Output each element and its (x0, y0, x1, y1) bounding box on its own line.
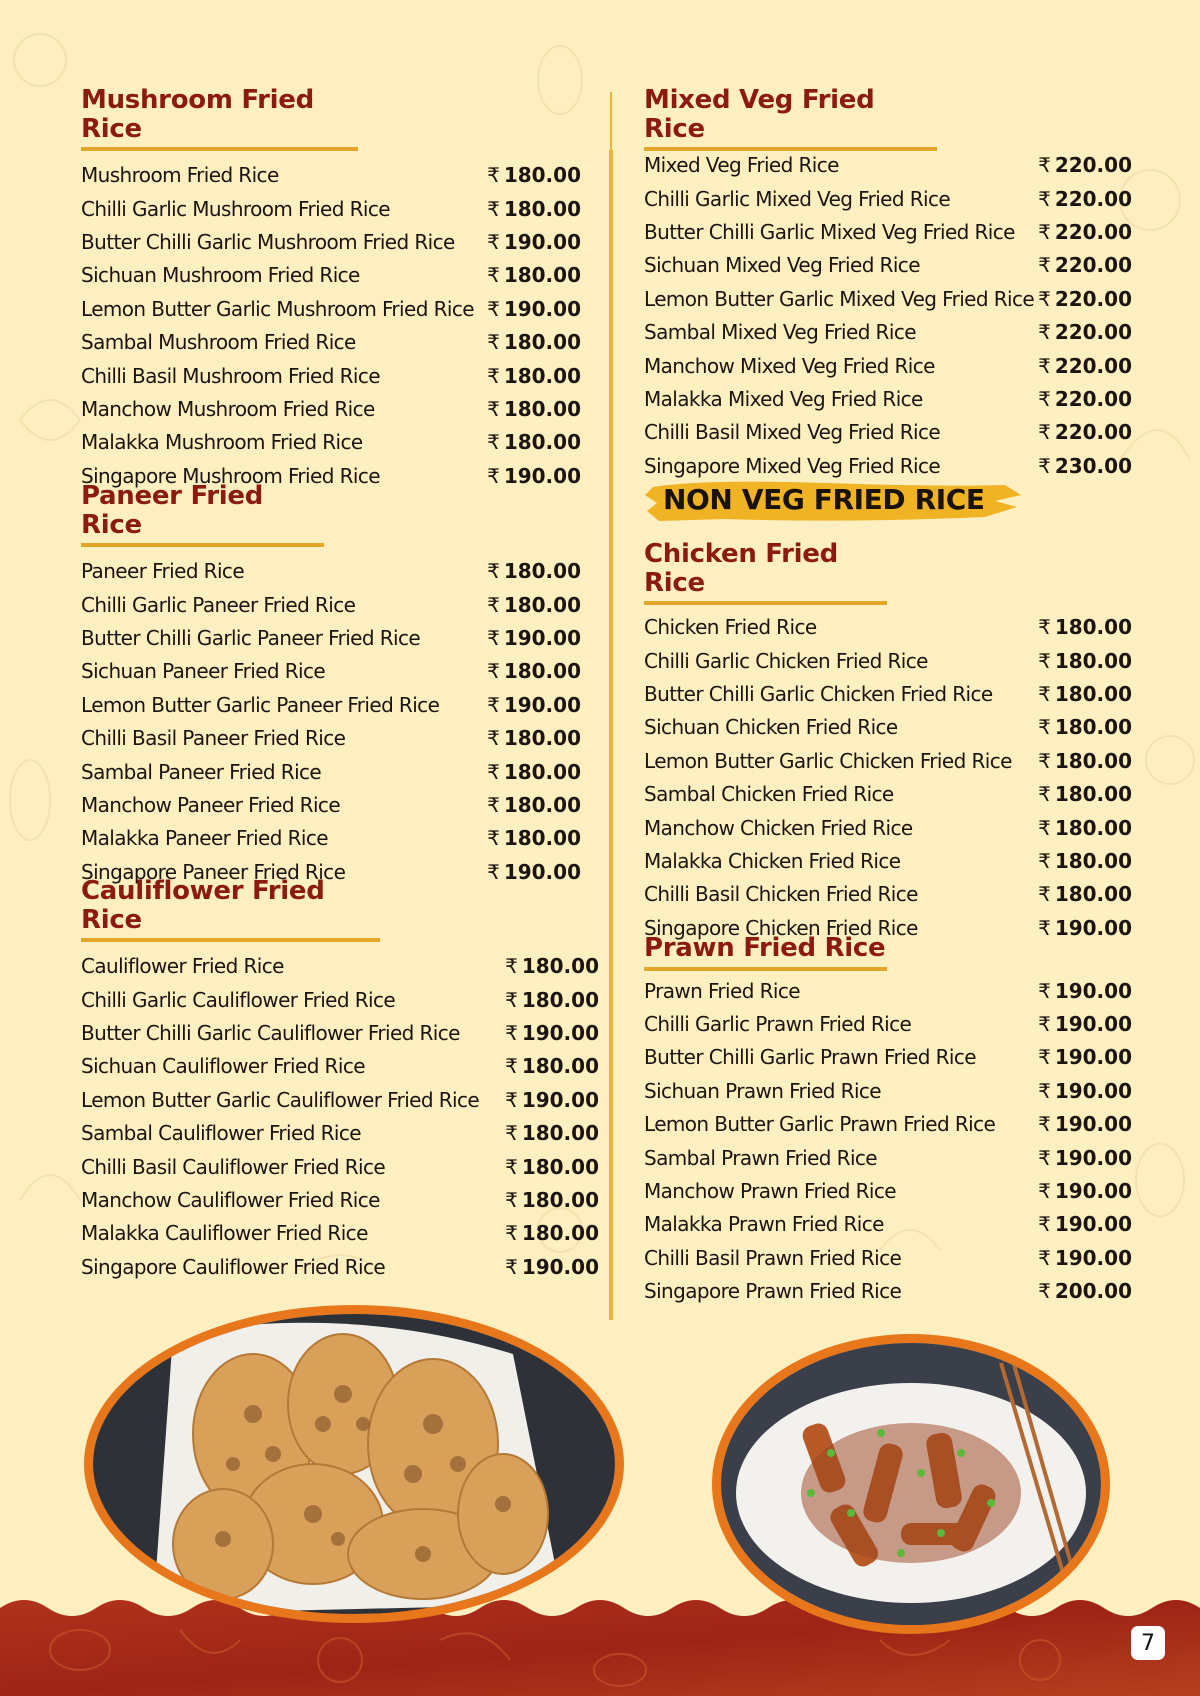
item-name: Chilli Basil Prawn Fried Rice (644, 1245, 902, 1270)
menu-item (644, 220, 1132, 253)
menu-item (81, 693, 581, 726)
item-price: ₹ 180.00 (1038, 815, 1132, 840)
item-price: ₹ 180.00 (1038, 715, 1132, 740)
item-name: Sambal Paneer Fried Rice (81, 759, 322, 784)
rupee-icon: ₹ (1038, 1212, 1051, 1237)
rupee-icon: ₹ (1038, 1145, 1051, 1170)
rupee-icon: ₹ (487, 363, 500, 388)
item-price: ₹ 180.00 (1038, 648, 1132, 673)
rupee-icon: ₹ (505, 1154, 518, 1179)
item-price: ₹ 180.00 (505, 1187, 599, 1212)
rupee-icon: ₹ (1038, 748, 1051, 773)
rupee-icon: ₹ (1038, 1112, 1051, 1137)
rupee-icon: ₹ (487, 726, 500, 751)
rupee-icon: ₹ (1038, 648, 1051, 673)
item-name: Sichuan Cauliflower Fried Rice (81, 1054, 365, 1079)
item-price: ₹ 220.00 (1038, 353, 1132, 378)
menu-item (81, 988, 599, 1021)
rupee-icon: ₹ (487, 330, 500, 355)
item-name: Butter Chilli Garlic Prawn Fried Rice (644, 1045, 976, 1070)
item-name: Sambal Cauliflower Fried Rice (81, 1121, 361, 1146)
item-name: Singapore Mushroom Fried Rice (81, 463, 380, 488)
rupee-icon: ₹ (487, 463, 500, 488)
rupee-icon: ₹ (1038, 1045, 1051, 1070)
item-price: ₹ 180.00 (505, 954, 599, 979)
menu-item (644, 849, 1132, 882)
rupee-icon: ₹ (487, 826, 500, 851)
rupee-icon: ₹ (1038, 353, 1051, 378)
menu-item (81, 593, 581, 626)
item-price: ₹ 180.00 (505, 987, 599, 1012)
photo-lotus-chips (84, 1305, 624, 1623)
item-name: Chilli Garlic Mushroom Fried Rice (81, 196, 390, 221)
rupee-icon: ₹ (505, 1087, 518, 1112)
item-name: Butter Chilli Garlic Mixed Veg Fried Rice (644, 219, 1015, 244)
item-name: Lemon Butter Garlic Paneer Fried Rice (81, 692, 440, 717)
item-name: Sichuan Prawn Fried Rice (644, 1078, 882, 1103)
item-price: ₹ 180.00 (505, 1154, 599, 1179)
menu-item (644, 354, 1132, 387)
item-name: Butter Chilli Garlic Chicken Fried Rice (644, 681, 993, 706)
item-name: Manchow Chicken Fried Rice (644, 815, 913, 840)
menu-item (81, 1088, 599, 1121)
menu-item (81, 1255, 599, 1288)
page-number: 7 (1141, 1630, 1155, 1656)
item-name: Chilli Basil Mushroom Fried Rice (81, 363, 380, 388)
menu-item (644, 420, 1132, 453)
menu-item (81, 330, 581, 363)
rupee-icon: ₹ (505, 1020, 518, 1045)
rupee-icon: ₹ (487, 692, 500, 717)
item-price: ₹ 180.00 (487, 196, 581, 221)
menu-item (644, 816, 1132, 849)
menu-item (81, 197, 581, 230)
rupee-icon: ₹ (1038, 615, 1051, 640)
menu-item (644, 1279, 1132, 1312)
item-price: ₹ 190.00 (1038, 1145, 1132, 1170)
menu-item (644, 187, 1132, 220)
item-name: Chilli Garlic Paneer Fried Rice (81, 592, 356, 617)
banner-text: NON VEG FRIED RICE (663, 483, 985, 516)
menu-item (644, 1212, 1132, 1245)
rupee-icon: ₹ (1038, 1178, 1051, 1203)
rupee-icon: ₹ (1038, 915, 1051, 940)
item-price: ₹ 180.00 (1038, 615, 1132, 640)
section-mixed-veg-fried-rice (644, 86, 1132, 487)
item-price: ₹ 180.00 (487, 396, 581, 421)
menu-item (81, 430, 581, 463)
rupee-icon: ₹ (1038, 320, 1051, 345)
item-name: Malakka Prawn Fried Rice (644, 1212, 884, 1237)
page-number-badge (1131, 1626, 1165, 1660)
menu-item (81, 626, 581, 659)
item-name: Sichuan Mixed Veg Fried Rice (644, 253, 920, 278)
item-price: ₹ 190.00 (1038, 1212, 1132, 1237)
rupee-icon: ₹ (487, 559, 500, 584)
rupee-icon: ₹ (1038, 386, 1051, 411)
item-price: ₹ 180.00 (505, 1121, 599, 1146)
item-price: ₹ 180.00 (1038, 681, 1132, 706)
item-price: ₹ 180.00 (487, 330, 581, 355)
rupee-icon: ₹ (1038, 815, 1051, 840)
item-price: ₹ 190.00 (487, 859, 581, 884)
rupee-icon: ₹ (1038, 715, 1051, 740)
item-price: ₹ 180.00 (487, 826, 581, 851)
menu-item (81, 1188, 599, 1221)
item-name: Chilli Garlic Cauliflower Fried Rice (81, 987, 396, 1012)
rupee-icon: ₹ (505, 954, 518, 979)
menu-item (81, 954, 599, 987)
section-mushroom-fried-rice (81, 86, 581, 497)
item-price: ₹ 190.00 (487, 229, 581, 254)
menu-item (81, 364, 581, 397)
menu-list (81, 954, 599, 1288)
menu-list (81, 559, 581, 893)
item-price: ₹ 230.00 (1038, 453, 1132, 478)
menu-item (644, 882, 1132, 915)
rupee-icon: ₹ (487, 296, 500, 321)
item-name: Chilli Garlic Prawn Fried Rice (644, 1011, 912, 1036)
lotus-chips-image (93, 1314, 615, 1614)
menu-item (81, 297, 581, 330)
rupee-icon: ₹ (1038, 1279, 1051, 1304)
item-price: ₹ 190.00 (1038, 1045, 1132, 1070)
item-name: Chilli Garlic Chicken Fried Rice (644, 648, 928, 673)
section-cauliflower-fried-rice (81, 877, 599, 1288)
rupee-icon: ₹ (1038, 1245, 1051, 1270)
item-name: Butter Chilli Garlic Cauliflower Fried Rice (81, 1020, 460, 1045)
item-name: Manchow Prawn Fried Rice (644, 1178, 896, 1203)
section-paneer-fried-rice (81, 482, 581, 893)
item-price: ₹ 180.00 (487, 363, 581, 388)
item-price: ₹ 190.00 (487, 692, 581, 717)
rupee-icon: ₹ (1038, 453, 1051, 478)
item-price: ₹ 180.00 (1038, 782, 1132, 807)
item-price: ₹ 190.00 (505, 1087, 599, 1112)
item-name: Paneer Fried Rice (81, 559, 245, 584)
item-name: Lemon Butter Garlic Prawn Fried Rice (644, 1112, 996, 1137)
item-price: ₹ 180.00 (505, 1221, 599, 1246)
item-price: ₹ 220.00 (1038, 420, 1132, 445)
rupee-icon: ₹ (505, 1054, 518, 1079)
menu-item (81, 1021, 599, 1054)
rupee-icon: ₹ (487, 859, 500, 884)
item-name: Manchow Mixed Veg Fried Rice (644, 353, 935, 378)
item-name: Mixed Veg Fried Rice (644, 153, 839, 178)
menu-item (81, 559, 581, 592)
item-price: ₹ 190.00 (1038, 1078, 1132, 1103)
column-divider (609, 150, 613, 1320)
menu-item (644, 1246, 1132, 1279)
section-title: Mushroom Fried Rice (81, 86, 358, 151)
menu-list (644, 615, 1132, 949)
non-veg-banner (645, 477, 1025, 525)
item-price: ₹ 220.00 (1038, 186, 1132, 211)
rupee-icon: ₹ (1038, 848, 1051, 873)
item-price: ₹ 190.00 (487, 296, 581, 321)
item-name: Manchow Mushroom Fried Rice (81, 396, 375, 421)
rupee-icon: ₹ (505, 1187, 518, 1212)
menu-item (644, 715, 1132, 748)
item-name: Chilli Garlic Mixed Veg Fried Rice (644, 186, 951, 211)
item-name: Lemon Butter Garlic Mixed Veg Fried Rice (644, 286, 1035, 311)
item-name: Manchow Paneer Fried Rice (81, 792, 341, 817)
rupee-icon: ₹ (505, 987, 518, 1012)
rupee-icon: ₹ (505, 1121, 518, 1146)
menu-item (644, 615, 1132, 648)
item-price: ₹ 180.00 (505, 1054, 599, 1079)
item-name: Mushroom Fried Rice (81, 163, 279, 188)
menu-item (81, 1121, 599, 1154)
item-name: Singapore Paneer Fried Rice (81, 859, 346, 884)
rupee-icon: ₹ (505, 1221, 518, 1246)
item-name: Butter Chilli Garlic Mushroom Fried Rice (81, 229, 455, 254)
item-name: Singapore Chicken Fried Rice (644, 915, 918, 940)
item-price: ₹ 180.00 (487, 759, 581, 784)
menu-item (644, 1079, 1132, 1112)
item-name: Sambal Mixed Veg Fried Rice (644, 320, 916, 345)
rupee-icon: ₹ (487, 759, 500, 784)
rupee-icon: ₹ (1038, 782, 1051, 807)
item-name: Chilli Basil Paneer Fried Rice (81, 726, 346, 751)
item-price: ₹ 180.00 (487, 559, 581, 584)
item-name: Chicken Fried Rice (644, 615, 817, 640)
rupee-icon: ₹ (487, 792, 500, 817)
item-name: Sambal Chicken Fried Rice (644, 782, 894, 807)
photo-chilli-baby-corn (712, 1334, 1110, 1634)
rupee-icon: ₹ (487, 592, 500, 617)
item-name: Lemon Butter Garlic Chicken Fried Rice (644, 748, 1012, 773)
item-price: ₹ 220.00 (1038, 153, 1132, 178)
item-price: ₹ 190.00 (505, 1020, 599, 1045)
menu-item (644, 320, 1132, 353)
item-price: ₹ 220.00 (1038, 219, 1132, 244)
menu-item (644, 649, 1132, 682)
section-title: Cauliflower Fried Rice (81, 877, 380, 942)
menu-item (81, 1221, 599, 1254)
rupee-icon: ₹ (1038, 219, 1051, 244)
item-price: ₹ 220.00 (1038, 286, 1132, 311)
rupee-icon: ₹ (1038, 253, 1051, 278)
item-name: Malakka Chicken Fried Rice (644, 848, 901, 873)
menu-item (644, 782, 1132, 815)
menu-item (644, 153, 1132, 186)
item-price: ₹ 180.00 (1038, 848, 1132, 873)
menu-item (81, 659, 581, 692)
menu-item (81, 163, 581, 196)
item-price: ₹ 190.00 (1038, 1112, 1132, 1137)
item-price: ₹ 190.00 (1038, 1245, 1132, 1270)
item-name: Prawn Fried Rice (644, 978, 800, 1003)
item-name: Malakka Mushroom Fried Rice (81, 430, 363, 455)
item-price: ₹ 180.00 (487, 726, 581, 751)
rupee-icon: ₹ (487, 163, 500, 188)
item-name: Sichuan Mushroom Fried Rice (81, 263, 360, 288)
menu-item (644, 1179, 1132, 1212)
menu-list (644, 153, 1132, 487)
item-name: Singapore Mixed Veg Fried Rice (644, 453, 941, 478)
item-price: ₹ 190.00 (1038, 978, 1132, 1003)
rupee-icon: ₹ (1038, 1078, 1051, 1103)
item-name: Chilli Basil Mixed Veg Fried Rice (644, 420, 941, 445)
rupee-icon: ₹ (487, 396, 500, 421)
rupee-icon: ₹ (1038, 153, 1051, 178)
menu-item (81, 760, 581, 793)
rupee-icon: ₹ (1038, 1011, 1051, 1036)
item-price: ₹ 180.00 (487, 592, 581, 617)
menu-item (644, 979, 1132, 1012)
menu-item (644, 682, 1132, 715)
menu-item (81, 397, 581, 430)
item-name: Singapore Prawn Fried Rice (644, 1279, 902, 1304)
item-name: Butter Chilli Garlic Paneer Fried Rice (81, 625, 421, 650)
menu-item (81, 1155, 599, 1188)
item-name: Sichuan Paneer Fried Rice (81, 659, 326, 684)
rupee-icon: ₹ (1038, 186, 1051, 211)
item-price: ₹ 220.00 (1038, 320, 1132, 345)
item-price: ₹ 190.00 (1038, 915, 1132, 940)
rupee-icon: ₹ (1038, 286, 1051, 311)
section-title: Prawn Fried Rice (644, 934, 887, 971)
menu-item (644, 287, 1132, 320)
menu-item (81, 1054, 599, 1087)
rupee-icon: ₹ (487, 263, 500, 288)
chilli-baby-corn-image (721, 1343, 1101, 1625)
item-name: Sambal Prawn Fried Rice (644, 1145, 878, 1170)
section-title: Mixed Veg Fried Rice (644, 86, 937, 151)
menu-item (81, 726, 581, 759)
rupee-icon: ₹ (487, 625, 500, 650)
menu-item (81, 263, 581, 296)
item-name: Lemon Butter Garlic Mushroom Fried Rice (81, 296, 474, 321)
menu-item (644, 253, 1132, 286)
rupee-icon: ₹ (1038, 681, 1051, 706)
item-name: Chilli Basil Cauliflower Fried Rice (81, 1154, 386, 1179)
item-price: ₹ 180.00 (1038, 882, 1132, 907)
menu-item (644, 1012, 1132, 1045)
item-price: ₹ 180.00 (487, 263, 581, 288)
item-price: ₹ 190.00 (487, 463, 581, 488)
rupee-icon: ₹ (487, 229, 500, 254)
rupee-icon: ₹ (487, 659, 500, 684)
rupee-icon: ₹ (505, 1254, 518, 1279)
item-price: ₹ 190.00 (1038, 1011, 1132, 1036)
section-title: Chicken Fried Rice (644, 540, 887, 605)
item-price: ₹ 190.00 (487, 625, 581, 650)
rupee-icon: ₹ (1038, 978, 1051, 1003)
menu-item (644, 1146, 1132, 1179)
menu-item (81, 230, 581, 263)
item-name: Malakka Paneer Fried Rice (81, 826, 328, 851)
menu-item (81, 826, 581, 859)
item-price: ₹ 180.00 (487, 659, 581, 684)
menu-item (81, 793, 581, 826)
menu-list (81, 163, 581, 497)
item-price: ₹ 200.00 (1038, 1279, 1132, 1304)
section-prawn-fried-rice (644, 934, 1132, 1313)
item-name: Cauliflower Fried Rice (81, 954, 284, 979)
menu-item (644, 1045, 1132, 1078)
item-name: Malakka Mixed Veg Fried Rice (644, 386, 923, 411)
rupee-icon: ₹ (487, 430, 500, 455)
section-title: Paneer Fried Rice (81, 482, 324, 547)
rupee-icon: ₹ (1038, 882, 1051, 907)
item-name: Sambal Mushroom Fried Rice (81, 330, 356, 355)
item-price: ₹ 180.00 (487, 163, 581, 188)
item-name: Lemon Butter Garlic Cauliflower Fried Rice (81, 1087, 480, 1112)
item-name: Malakka Cauliflower Fried Rice (81, 1221, 368, 1246)
item-name: Singapore Cauliflower Fried Rice (81, 1254, 386, 1279)
item-name: Manchow Cauliflower Fried Rice (81, 1187, 380, 1212)
item-price: ₹ 220.00 (1038, 386, 1132, 411)
menu-list (644, 979, 1132, 1313)
item-price: ₹ 220.00 (1038, 253, 1132, 278)
rupee-icon: ₹ (1038, 420, 1051, 445)
menu-item (644, 1112, 1132, 1145)
item-price: ₹ 180.00 (487, 430, 581, 455)
menu-item (644, 749, 1132, 782)
item-price: ₹ 190.00 (505, 1254, 599, 1279)
section-chicken-fried-rice (644, 540, 1132, 949)
menu-item (644, 387, 1132, 420)
item-price: ₹ 180.00 (487, 792, 581, 817)
item-name: Sichuan Chicken Fried Rice (644, 715, 898, 740)
item-price: ₹ 190.00 (1038, 1178, 1132, 1203)
item-price: ₹ 180.00 (1038, 748, 1132, 773)
item-name: Chilli Basil Chicken Fried Rice (644, 882, 918, 907)
rupee-icon: ₹ (487, 196, 500, 221)
